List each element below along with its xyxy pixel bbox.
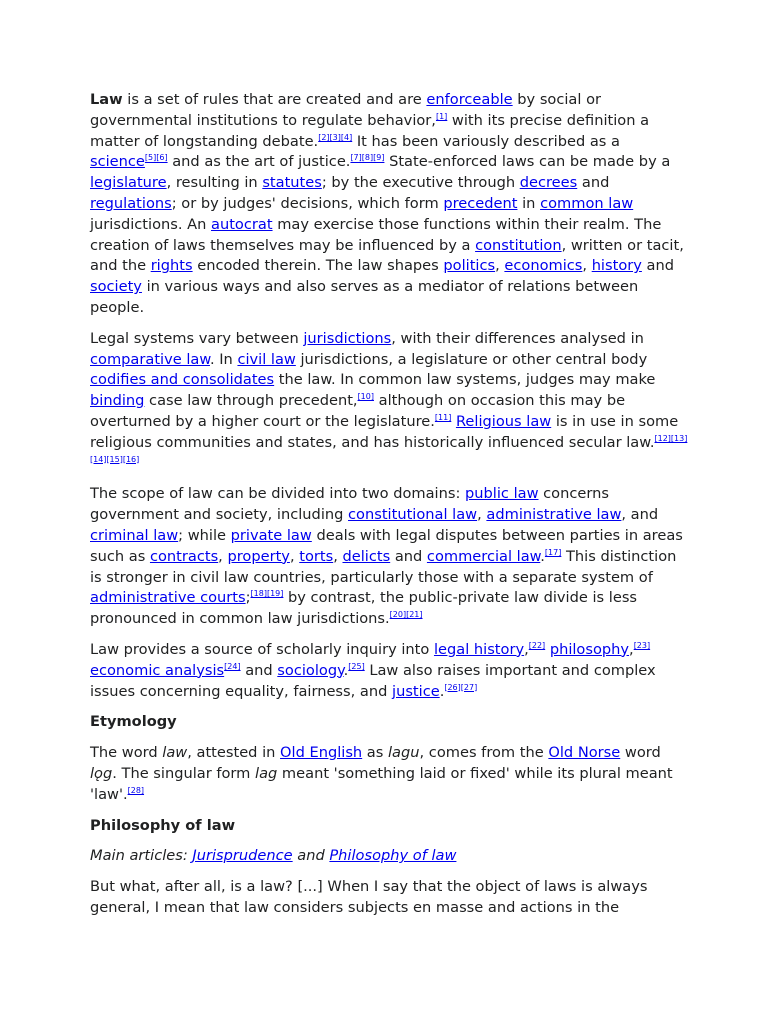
link-jurisprudence[interactable]: Jurisprudence [192,847,293,865]
italic-term: law [162,744,188,762]
link-economics[interactable]: economics [504,257,583,275]
text-run: , [289,547,300,565]
link-civil-law[interactable]: civil law [237,350,296,368]
link-sociology[interactable]: sociology [277,661,344,679]
citation-link[interactable]: [25] [348,661,365,671]
citation-link[interactable]: [11] [434,413,452,423]
text-run: . The singular form [112,764,256,782]
link-private-law[interactable]: private law [230,526,312,544]
link-public-law[interactable]: public law [465,485,539,503]
link-legislature[interactable]: legislature [90,174,167,192]
text-run: . [439,682,445,700]
text-run: with its precise definition a matter of longstanding debate. [90,111,650,150]
text-run: Main articles: [90,847,193,865]
link-society[interactable]: society [90,278,142,296]
text-run: , resulting in [166,174,263,192]
citation-link[interactable]: [1] [435,111,448,121]
citation-link[interactable]: [7][8][9] [350,153,385,163]
text-run: , [582,257,592,275]
link-comparative-law[interactable]: comparative law [90,350,210,368]
text-run: and [641,257,674,275]
link-constitution[interactable]: constitution [475,236,562,254]
link-economic-analysis[interactable]: economic analysis [90,661,225,679]
quote-paragraph [90,877,690,919]
text-run: , [218,547,228,565]
text-run: jurisdictions, a legislature or other central body [295,350,648,368]
link-science[interactable]: science [90,153,145,171]
text-run: ; by the executive through [321,174,520,192]
text-run: ; while [178,526,231,544]
citation-link[interactable]: [18][19] [250,589,284,599]
link-administrative-law[interactable]: administrative law [486,506,622,524]
link-regulations[interactable]: regulations [90,194,172,212]
citation-reference [358,392,374,401]
text-run: , [629,640,634,658]
text-run: is in use in some religious communities and states, and has historically influenced secular law. [90,412,679,451]
citation-reference [350,154,384,163]
text-run: meant 'something laid or fixed' while its plural meant 'law'. [90,764,673,803]
text-run: in [517,194,541,212]
citation-reference [634,641,650,650]
text-run: . [343,661,349,679]
link-constitutional-law[interactable]: constitutional law [348,506,478,524]
citation-link[interactable]: [28] [127,785,145,795]
link-autocrat[interactable]: autocrat [211,215,273,233]
link-old-english[interactable]: Old English [280,744,363,762]
text-run: concerns government and society, including [90,485,609,524]
citation-link[interactable]: [17] [544,547,562,557]
link-administrative-courts[interactable]: administrative courts [90,589,246,607]
citation-link[interactable]: [24] [224,661,241,671]
text-run: , [333,547,343,565]
paragraph [90,743,690,805]
link-justice[interactable]: justice [392,682,440,700]
section-heading: Philosophy of law [90,816,236,834]
link-decrees[interactable]: decrees [519,174,578,192]
text-run: , comes from the [419,744,549,762]
link-torts[interactable]: torts [299,547,334,565]
link-precedent[interactable]: precedent [443,194,518,212]
text-run: although on occasion this may be overturned by a higher court or the legislature. [90,392,626,430]
text-run: . [540,547,545,565]
text-run: The scope of law can be divided into two domains: [90,485,466,503]
paragraph [90,640,690,702]
link-legal-history[interactable]: legal history [433,640,525,658]
text-run: This distinction is stronger in civil law countries, particularly those with a separate system of [90,547,677,586]
text-run: Law also raises important and complex issues concerning equality, fairness, and [90,661,656,700]
text-run: jurisdictions. An [90,215,212,233]
italic-term: lag [255,764,278,782]
text-run: Legal systems vary between [90,329,304,347]
link-religious-law[interactable]: Religious law [455,412,552,430]
link-old-norse[interactable]: Old Norse [548,744,621,762]
citation-link[interactable]: [12][13][14][15][16] [90,433,688,464]
link-philosophy[interactable]: philosophy [549,640,630,658]
link-rights[interactable]: rights [150,257,193,275]
link-enforceable[interactable]: enforceable [426,91,513,108]
link-history[interactable]: history [591,257,642,275]
italic-term: lǫg [90,764,113,782]
text-run: , and [621,506,659,524]
text-run: the law. In common law systems, judges may make [274,371,656,389]
paragraph [90,329,690,475]
citation-reference [390,610,423,619]
text-run: and [577,174,610,192]
citation-reference [545,548,561,557]
citation-reference [529,641,545,650]
link-delicts[interactable]: delicts [342,547,391,565]
link-criminal-law[interactable]: criminal law [90,526,179,544]
citation-link[interactable]: [10] [357,392,374,402]
text-run: , [477,506,487,524]
link-binding[interactable]: binding [90,392,145,410]
text-run: by contrast, the public-private law divide is less pronounced in common law jurisdictions. [90,589,638,628]
text-run: . In [209,350,238,368]
link-contracts[interactable]: contracts [149,547,219,565]
citation-reference [435,413,451,422]
citation-link[interactable]: [23] [633,641,651,651]
text-run: The word [90,744,163,762]
text-run: encoded therein. The law shapes [192,257,444,275]
link-commercial-law[interactable]: commercial law [426,547,541,565]
text-run: is a set of rules that are created and are [122,91,427,108]
citation-reference [436,112,447,121]
link-common-law[interactable]: common law [540,194,634,212]
text-run: But what, after all, is a law? [...] When I say that the object of laws is always general, I mean that law considers subjects en masse and actions in the [90,878,648,916]
citation-reference [251,589,284,598]
text-run: Law provides a source of scholarly inquiry into [90,640,434,658]
text-run: case law through precedent, [144,392,358,410]
text-run: ; or by judges' decisions, which form [171,194,444,212]
text-run: , attested in [187,744,281,762]
text-run: and [292,847,330,865]
citation-link[interactable]: [22] [528,641,546,651]
section-heading: Etymology [90,713,177,731]
text-run: It has been variously described as a [352,132,620,150]
italic-term: lagu [388,744,420,762]
text-run: may exercise those functions within their realm. The creation of laws themselves may be influenced by a [90,215,662,254]
citation-reference [318,133,352,142]
link-property[interactable]: property [227,547,290,565]
text-run: , [495,257,505,275]
text-run: as [362,744,388,762]
paragraph [90,90,690,319]
link-statutes[interactable]: statutes [262,174,322,192]
citation-link[interactable]: [20][21] [389,610,423,620]
text-run: by social or governmental institutions to regulate behavior, [90,91,601,129]
main-articles-hatnote [90,846,690,867]
citation-reference [224,662,240,671]
bold-term: Law [90,91,123,108]
link-politics[interactable]: politics [443,257,496,275]
text-run: , [524,640,529,658]
text-run: word [620,744,661,762]
citation-reference [128,786,144,795]
text-run: , written or tacit, and the [90,236,684,275]
text-run: deals with legal disputes between parties in areas such as [90,526,683,565]
citation-link[interactable]: [26][27] [444,682,478,692]
link-philosophy-of-law[interactable]: Philosophy of law [329,847,457,865]
link-codifies-and-consolidates[interactable]: codifies and consolidates [90,371,275,389]
text-run: and [390,547,427,565]
citation-reference [444,683,477,692]
text-run: ; [245,589,251,607]
paragraph [90,484,690,630]
text-run: State-enforced laws can be made by a [384,153,671,171]
text-run: and [240,661,278,679]
citation-reference [348,662,364,671]
citation-link[interactable]: [2][3][4] [318,132,353,142]
link-jurisdictions[interactable]: jurisdictions [303,329,392,347]
text-run: and as the art of justice. [167,153,351,171]
citation-reference [145,154,168,163]
text-run: in various ways and also serves as a mediator of relations between people. [90,278,639,316]
article-body [90,90,690,919]
text-run: , with their differences analysed in [391,329,644,347]
citation-link[interactable]: [5][6] [144,153,168,163]
